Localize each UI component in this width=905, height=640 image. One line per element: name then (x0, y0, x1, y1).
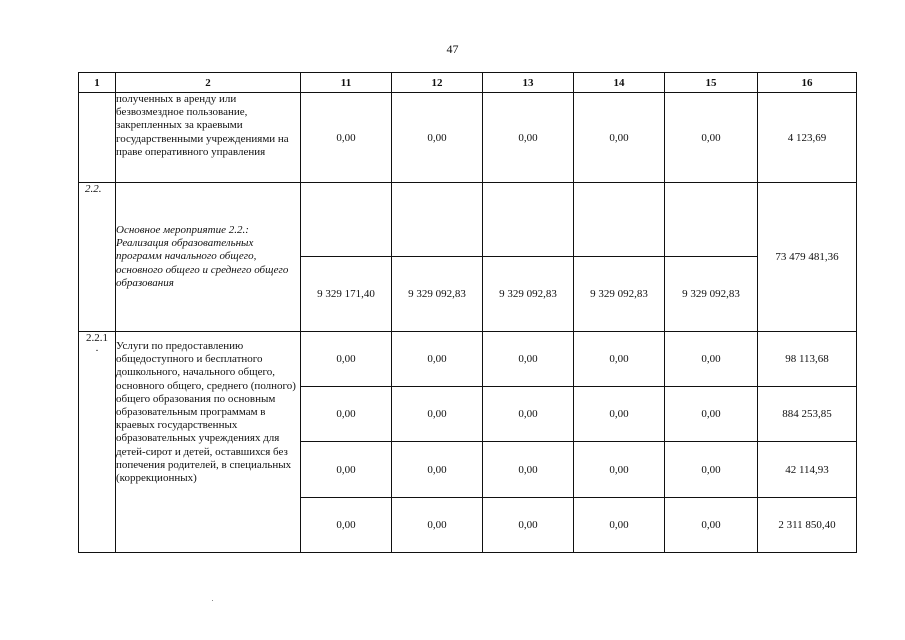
value-cell: 0,00 (665, 93, 758, 183)
empty-cell (483, 183, 574, 257)
value-cell: 0,00 (665, 387, 758, 442)
value-cell: 0,00 (483, 442, 574, 498)
value-cell: 0,00 (574, 93, 665, 183)
value-cell: 0,00 (392, 442, 483, 498)
value-cell: 0,00 (483, 498, 574, 553)
table-row (79, 93, 857, 183)
value-cell: 0,00 (301, 387, 392, 442)
budget-table (78, 72, 857, 553)
row-code: 2.2. (79, 183, 116, 332)
value-cell: 0,00 (665, 498, 758, 553)
empty-cell (665, 183, 758, 257)
value-cell: 0,00 (665, 442, 758, 498)
header-col-14: 14 (574, 73, 665, 93)
row-code-suffix: . (95, 342, 99, 354)
value-cell: 0,00 (574, 387, 665, 442)
value-cell: 0,00 (301, 442, 392, 498)
row-description: Основное мероприятие 2.2.: Реализация образовательных программ начального общего, основного общего и среднего общего образования (116, 183, 301, 332)
empty-cell (392, 183, 483, 257)
header-col-1: 1 (79, 73, 116, 93)
empty-cell (574, 183, 665, 257)
value-cell: 0,00 (392, 387, 483, 442)
total-cell: 98 113,68 (758, 332, 857, 387)
value-cell: 0,00 (483, 332, 574, 387)
value-cell: 9 329 171,40 (301, 257, 392, 332)
total-cell: 42 114,93 (758, 442, 857, 498)
value-cell: 9 329 092,83 (392, 257, 483, 332)
empty-cell (301, 183, 392, 257)
value-cell: 0,00 (574, 442, 665, 498)
value-cell: 0,00 (574, 332, 665, 387)
value-cell: 0,00 (483, 387, 574, 442)
total-cell: 4 123,69 (758, 93, 857, 183)
row-code: 2.2.1 (86, 332, 108, 344)
total-cell: 73 479 481,36 (758, 183, 857, 332)
value-cell: 0,00 (392, 498, 483, 553)
header-col-16: 16 (758, 73, 857, 93)
row-description: полученных в аренду или безвозмездное пользование, закрепленных за краевыми государственными учреждениями на праве оперативного управления (116, 93, 301, 183)
header-col-13: 13 (483, 73, 574, 93)
value-cell: 9 329 092,83 (574, 257, 665, 332)
total-cell: 2 311 850,40 (758, 498, 857, 553)
value-cell: 0,00 (483, 93, 574, 183)
row-code-cell (79, 332, 116, 553)
value-cell: 0,00 (301, 93, 392, 183)
row-code (79, 93, 116, 183)
value-cell: 0,00 (392, 93, 483, 183)
table-row (79, 183, 857, 257)
value-cell: 0,00 (574, 498, 665, 553)
header-col-12: 12 (392, 73, 483, 93)
header-col-2: 2 (116, 73, 301, 93)
row-description: Услуги по предоставлению общедоступного и бесплатного дошкольного, начального общего, основного общего, среднего (полного) общего образования по основным образовательным программам в краевых государственных образовательных учреждениях для детей-сирот и детей, оставшихся без попечения родителей, в специальных (коррекционных) (116, 332, 301, 553)
page-number: 47 (446, 42, 459, 56)
value-cell: 9 329 092,83 (665, 257, 758, 332)
header-col-11: 11 (301, 73, 392, 93)
header-col-15: 15 (665, 73, 758, 93)
total-cell: 884 253,85 (758, 387, 857, 442)
scan-speck (212, 600, 213, 601)
value-cell: 0,00 (301, 332, 392, 387)
value-cell: 0,00 (665, 332, 758, 387)
value-cell: 9 329 092,83 (483, 257, 574, 332)
value-cell: 0,00 (301, 498, 392, 553)
table-row (79, 332, 857, 387)
value-cell: 0,00 (392, 332, 483, 387)
header-row (79, 73, 857, 93)
